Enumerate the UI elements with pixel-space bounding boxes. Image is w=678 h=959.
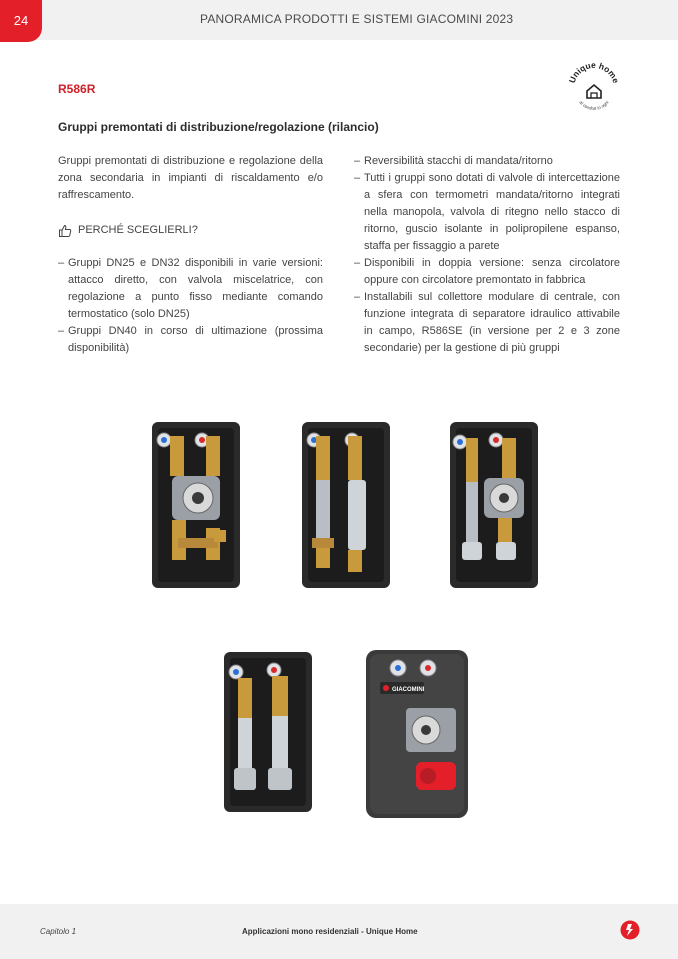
list-item: – Tutti i gruppi sono dotati di valvole di intercettazione a sfera con termometri mandata/ritorno integrati nella manopola, valvola di ritegno nello stacco di ritorno, guscio isolante in polipropilene espanso, staffa per fissaggio a parete [354,170,620,255]
right-feature-list [354,153,620,357]
svg-text:Unique home [567,60,622,85]
product-image-enclosed-group [362,646,472,824]
footer-section: Applicazioni mono residenziali - Unique Home [242,927,418,936]
product-image-direct-group [298,418,394,594]
right-column [354,153,620,357]
unique-home-badge [564,58,624,118]
thumbs-up-icon [58,224,72,238]
list-item: – Disponibili in doppia versione: senza circolatore oppure con circolatore premontato in fabbrica [354,255,620,289]
list-item: – Gruppi DN40 in corso di ultimazione (prossima disponibilità) [58,323,323,357]
badge-line1: Unique home [566,59,622,85]
page-number: 24 [0,0,42,42]
product-image-mixing-group [148,418,244,594]
intro-text: Gruppi premontati di distribuzione e regolazione della zona secondaria in impianti di riscaldamento e/o raffrescamento. [58,155,323,201]
list-item: – Reversibilità stacchi di mandata/ritorno [354,153,620,170]
why-choose-row [58,222,323,239]
list-item: – Installabili sul collettore modulare di centrale, con funzione integrata di separatore idraulico attivabile in campo, R586SE (in versione per 2 e 3 zone secondarie) per la gestione di più gruppi [354,289,620,357]
product-subtitle: Gruppi premontati di distribuzione/regolazione (rilancio) [58,120,379,134]
product-brand-label: GIACOMINI [392,687,425,693]
product-image-no-circulator-group [220,648,316,818]
left-feature-list [58,255,323,357]
footer-chapter: Capitolo 1 [40,927,77,936]
why-choose-label: PERCHÉ SCEGLIERLI? [78,224,198,236]
house-icon [587,85,601,98]
header-title: PANORAMICA PRODOTTI E SISTEMI GIACOMINI 2023 [200,12,514,26]
svg-text:al comfort in ogni [578,100,609,111]
list-item: – Gruppi DN25 e DN32 disponibili in varie versioni: attacco diretto, con valvola miscelatrice, con regolazione a punto fisso mediante comando termostatico (solo DN25) [58,255,323,323]
product-image-thermostatic-group [446,418,542,594]
left-column [58,153,323,357]
badge-line2: al comfort in ogni [578,99,610,112]
product-code: R586R [58,82,96,96]
giacomini-logo-icon [620,920,640,940]
